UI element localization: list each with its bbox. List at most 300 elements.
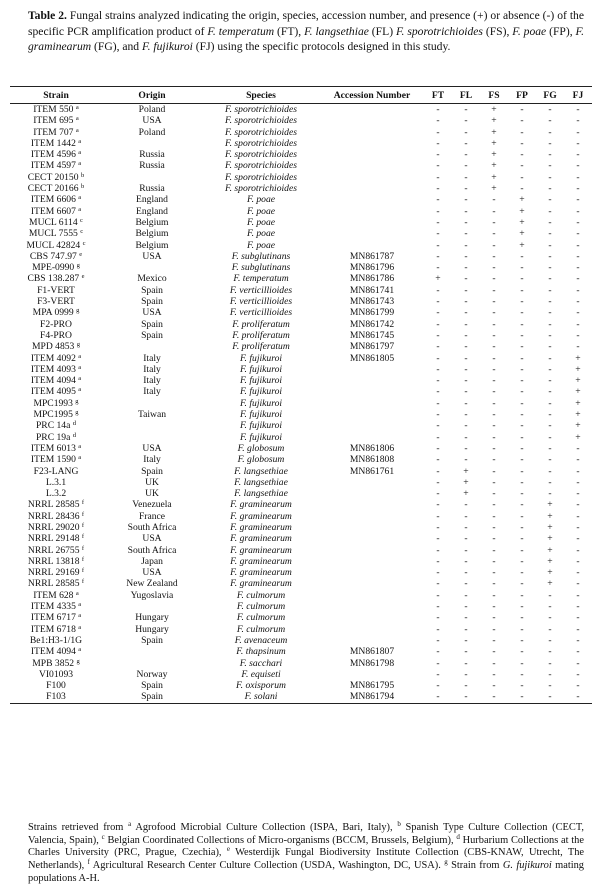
origin-cell: USA — [142, 442, 162, 454]
origin-cell: Spain — [141, 296, 163, 308]
strain-source-marker: g — [75, 397, 79, 405]
origin-cell — [102, 398, 202, 409]
pcr-ft-cell: - — [436, 646, 440, 658]
origin-cell: New Zealand — [126, 578, 178, 590]
pcr-fl-cell: - — [464, 126, 468, 138]
pcr-ft-cell: - — [436, 544, 440, 556]
accession-cell — [320, 364, 424, 375]
origin-cell: Hungary — [135, 623, 169, 635]
pcr-fg-cell: + — [547, 510, 553, 522]
pcr-fp-cell: - — [520, 183, 524, 195]
strain-name: ITEM 4095 — [30, 386, 76, 398]
strain-source-marker: a — [78, 137, 82, 145]
table-row — [10, 149, 592, 160]
strain-source-marker: d — [72, 431, 77, 439]
footnote-text: Hurbarium Collections at the Charles University (PRC, Prague, Czechia), — [28, 834, 584, 859]
pcr-fl-cell: - — [464, 657, 468, 669]
pcr-fl-cell: - — [464, 137, 468, 149]
pcr-ft-cell: - — [436, 126, 440, 138]
pcr-fp-cell: - — [520, 555, 524, 567]
pcr-fs-cell: - — [492, 499, 496, 511]
strain-cell — [10, 658, 102, 669]
table-header-row — [10, 87, 592, 104]
pcr-fg-cell: - — [548, 420, 552, 432]
table-row — [10, 172, 592, 183]
pcr-fp-cell: - — [520, 363, 524, 375]
strain-name: NRRL 28585 — [27, 578, 80, 590]
table-row — [10, 432, 592, 443]
accession-cell: MN861807 — [349, 646, 395, 658]
species-cell: F. sporotrichioides — [225, 160, 297, 172]
pcr-fg-cell: - — [548, 284, 552, 296]
strain-name: NRRL 28585 — [27, 499, 80, 511]
strain-cell — [10, 251, 102, 262]
pcr-fg-cell: - — [548, 657, 552, 669]
table-row — [10, 477, 592, 488]
pcr-fs-cell: - — [492, 397, 496, 409]
pcr-fl-cell: - — [464, 273, 468, 285]
origin-cell: Spain — [102, 691, 202, 703]
pcr-fs-cell: - — [492, 239, 496, 251]
pcr-fl-cell: - — [464, 239, 468, 251]
pcr-ft-cell: - — [436, 420, 440, 432]
table-row — [10, 138, 592, 149]
pcr-fl-cell: - — [464, 160, 468, 172]
strain-name: ITEM 4092 — [30, 352, 76, 364]
strain-cell — [10, 511, 102, 522]
strain-source-marker: c — [80, 216, 83, 224]
pcr-fj-cell: - — [576, 454, 580, 466]
pcr-fs-cell: - — [480, 691, 508, 703]
pcr-fl-cell: - — [464, 420, 468, 432]
pcr-fp-cell: - — [508, 691, 536, 703]
origin-cell — [102, 601, 202, 612]
pcr-fs-cell: - — [492, 420, 496, 432]
strain-name: MPC1995 — [33, 409, 73, 421]
species-cell: F. poae — [246, 239, 276, 251]
pcr-fl-cell: - — [464, 149, 468, 161]
header-species: Species — [202, 87, 320, 104]
pcr-fj-cell: - — [576, 555, 580, 567]
accession-cell — [320, 533, 424, 544]
pcr-fl-cell: + — [463, 476, 469, 488]
caption-species: F. graminearum — [28, 24, 585, 54]
strain-name: ITEM 707 — [33, 126, 74, 138]
pcr-fj-cell: - — [576, 634, 580, 646]
accession-cell — [320, 635, 424, 646]
pcr-fj-cell: + — [575, 397, 581, 409]
pcr-fj-cell: + — [575, 375, 581, 387]
pcr-fp-cell: - — [520, 341, 524, 353]
pcr-fs-cell: + — [491, 183, 497, 195]
table-row — [10, 160, 592, 171]
footnote-marker: a — [128, 820, 132, 828]
origin-cell: Italy — [143, 352, 161, 364]
accession-cell — [320, 386, 424, 397]
strain-name: ITEM 4093 — [30, 363, 76, 375]
pcr-fj-cell: - — [576, 646, 580, 658]
species-cell: F. poae — [246, 194, 276, 206]
accession-cell — [320, 228, 424, 239]
strain-cell — [10, 240, 102, 251]
strain-cell — [10, 477, 102, 488]
pcr-fj-cell: - — [576, 578, 580, 590]
strain-source-marker: f — [81, 510, 85, 518]
table-row — [10, 341, 592, 352]
pcr-ft-cell: - — [436, 149, 440, 161]
origin-cell: Poland — [138, 104, 166, 115]
strain-source-marker: a — [78, 386, 82, 394]
footnote-text: Spanish Type Culture Collection (CECT, Valencia, Spain), — [28, 822, 584, 846]
strain-cell — [10, 375, 102, 386]
pcr-fs-cell: - — [492, 680, 496, 692]
origin-cell — [102, 420, 202, 431]
species-cell: F. proliferatum — [232, 341, 290, 353]
pcr-fg-cell: - — [548, 104, 552, 115]
strain-cell — [10, 138, 102, 149]
pcr-fg-cell: - — [548, 216, 552, 228]
pcr-fj-cell: + — [575, 409, 581, 421]
pcr-fg-cell: - — [548, 171, 552, 183]
pcr-fj-cell: - — [576, 442, 580, 454]
pcr-fs-cell: - — [492, 488, 496, 500]
pcr-fl-cell: - — [464, 183, 468, 195]
table-row — [10, 488, 592, 499]
species-cell: F. oxisporum — [236, 680, 286, 692]
strain-source-marker: f — [81, 555, 85, 563]
pcr-fg-cell: - — [548, 442, 552, 454]
strain-name: F100 — [46, 680, 66, 692]
pcr-fl-cell: - — [464, 589, 468, 601]
table-row — [10, 533, 592, 544]
accession-cell — [320, 624, 424, 635]
strain-name: MPE-0990 — [32, 262, 75, 274]
pcr-ft-cell: - — [436, 296, 440, 308]
accession-cell: MN861794 — [320, 691, 424, 703]
strain-name: L.3.2 — [45, 488, 67, 500]
strain-name: MPC1993 — [33, 397, 73, 409]
pcr-fj-cell: - — [576, 250, 580, 262]
pcr-fg-cell: - — [548, 375, 552, 387]
pcr-fp-cell: - — [520, 668, 524, 680]
table-row — [10, 635, 592, 646]
species-cell: F. poae — [246, 216, 276, 228]
strain-name: MPB 3852 — [32, 657, 75, 669]
species-cell: F. fujikuroi — [239, 397, 283, 409]
table-row — [10, 115, 592, 126]
origin-cell: USA — [142, 533, 162, 545]
strain-name: ITEM 4596 — [30, 149, 76, 161]
strain-cell — [10, 635, 102, 646]
strain-source-marker: c — [82, 239, 86, 247]
species-cell: F. globosum — [237, 442, 285, 454]
pcr-fj-cell: - — [576, 171, 580, 183]
strain-name: ITEM 550 — [33, 104, 74, 115]
accession-cell — [320, 104, 424, 116]
pcr-fl-cell: - — [464, 680, 468, 692]
strain-source-marker: f — [81, 499, 85, 507]
pcr-fj-cell: - — [564, 691, 592, 703]
header-fl: FL — [452, 87, 480, 104]
strain-name: MPD 4853 — [31, 341, 75, 353]
strain-source-marker: a — [78, 646, 82, 654]
table-row — [10, 522, 592, 533]
strain-cell — [10, 466, 102, 477]
species-cell: F. sporotrichioides — [225, 126, 297, 138]
pcr-fs-cell: - — [492, 262, 496, 274]
table-row — [10, 466, 592, 477]
pcr-fj-cell: - — [576, 296, 580, 308]
accession-cell: MN861761 — [349, 465, 395, 477]
pcr-fl-cell: - — [464, 612, 468, 624]
strain-cell — [10, 319, 102, 330]
caption-text: (FJ) using the specific protocols designed in this study. — [192, 40, 451, 54]
table-label: Table 2. — [28, 9, 67, 22]
pcr-fp-cell: - — [520, 115, 524, 127]
strain-source-marker: a — [78, 623, 82, 631]
pcr-fl-cell: - — [464, 329, 468, 341]
accession-cell: MN861808 — [349, 454, 395, 466]
accession-cell — [320, 183, 424, 194]
pcr-fg-cell: - — [548, 126, 552, 138]
strain-cell — [10, 454, 102, 465]
pcr-fg-cell: + — [547, 567, 553, 579]
accession-cell — [320, 556, 424, 567]
strain-source-marker: a — [78, 205, 82, 213]
pcr-ft-cell: - — [436, 521, 440, 533]
pcr-fs-cell: - — [492, 296, 496, 308]
origin-cell: Belgium — [135, 228, 169, 240]
strain-name: CECT 20150 — [27, 171, 79, 183]
strain-cell — [10, 578, 102, 589]
pcr-fl-cell: - — [464, 521, 468, 533]
pcr-fs-cell: - — [492, 386, 496, 398]
pcr-fl-cell: - — [464, 262, 468, 274]
strain-cell — [10, 488, 102, 499]
pcr-ft-cell: - — [436, 612, 440, 624]
strain-source-marker: a — [78, 601, 82, 609]
strain-cell — [10, 115, 102, 126]
strain-cell — [10, 353, 102, 364]
strain-source-marker: a — [78, 612, 82, 620]
species-cell: F. graminearum — [230, 499, 292, 511]
pcr-fs-cell: - — [492, 284, 496, 296]
species-cell: F. culmorum — [236, 612, 286, 624]
pcr-fg-cell: - — [536, 691, 564, 703]
footnote-marker: d — [456, 832, 460, 841]
pcr-ft-cell: - — [436, 115, 440, 127]
pcr-fl-cell: - — [464, 555, 468, 567]
species-cell: F. langsethiae — [234, 476, 288, 488]
accession-cell — [320, 138, 424, 149]
table-row — [10, 658, 592, 669]
pcr-fs-cell: - — [492, 612, 496, 624]
pcr-ft-cell: - — [436, 216, 440, 228]
accession-cell: MN861806 — [349, 442, 395, 454]
origin-cell: England — [136, 205, 168, 217]
table-row — [10, 420, 592, 431]
strain-name: MUCL 42824 — [26, 239, 81, 251]
pcr-fp-cell: - — [520, 273, 524, 285]
pcr-fs-cell: - — [492, 668, 496, 680]
pcr-fl-cell: - — [464, 284, 468, 296]
origin-cell: Spain — [141, 634, 163, 646]
pcr-fl-cell: - — [464, 533, 468, 545]
pcr-ft-cell: - — [436, 375, 440, 387]
pcr-ft-cell: - — [424, 691, 452, 703]
pcr-fp-cell: - — [520, 149, 524, 161]
origin-cell: South Africa — [127, 521, 177, 533]
pcr-fj-cell: - — [576, 601, 580, 613]
origin-cell — [102, 432, 202, 443]
pcr-ft-cell: - — [436, 454, 440, 466]
table-row — [10, 443, 592, 454]
pcr-fl-cell: - — [464, 341, 468, 353]
caption-text: Fungal strains analyzed indicating the origin, species, accession number, and presence (+) or absence (-) of the specific PCR amplification product of — [28, 9, 584, 38]
pcr-fs-cell: - — [492, 363, 496, 375]
strain-source-marker: f — [81, 544, 85, 552]
origin-cell — [102, 172, 202, 183]
table-row — [10, 499, 592, 510]
pcr-fj-cell: - — [576, 160, 580, 172]
pcr-fl-cell: - — [464, 205, 468, 217]
pcr-fg-cell: + — [547, 499, 553, 511]
pcr-ft-cell: - — [436, 442, 440, 454]
accession-cell — [320, 398, 424, 409]
table-row — [10, 454, 592, 465]
pcr-fg-cell: - — [548, 465, 552, 477]
table-row — [10, 217, 592, 228]
species-cell: F. langsethiae — [234, 465, 288, 477]
pcr-fs-cell: - — [492, 250, 496, 262]
table-row — [10, 319, 592, 330]
pcr-fs-cell: - — [492, 454, 496, 466]
pcr-fj-cell: + — [575, 431, 581, 443]
pcr-fl-cell: - — [464, 115, 468, 127]
accession-cell — [320, 499, 424, 510]
caption-text: (FT), — [274, 24, 305, 38]
strain-source-marker: a — [75, 104, 79, 111]
footnote-text: Strains retrieved from — [28, 822, 129, 833]
pcr-fj-cell: + — [575, 420, 581, 432]
origin-cell: USA — [142, 307, 162, 319]
table-row — [10, 567, 592, 578]
strain-cell — [10, 590, 102, 601]
pcr-fs-cell: - — [492, 578, 496, 590]
pcr-fl-cell: - — [464, 544, 468, 556]
accession-cell — [320, 477, 424, 488]
strain-name: ITEM 1442 — [30, 137, 76, 149]
pcr-fl-cell: - — [464, 216, 468, 228]
pcr-fj-cell: - — [576, 510, 580, 522]
origin-cell: Italy — [143, 363, 161, 375]
strain-cell — [10, 285, 102, 296]
origin-cell: Russia — [139, 183, 165, 195]
strain-cell — [10, 669, 102, 680]
pcr-fg-cell: - — [548, 680, 552, 692]
strain-cell — [10, 307, 102, 318]
strain-cell — [10, 160, 102, 171]
strain-cell — [10, 386, 102, 397]
origin-cell: Spain — [141, 680, 163, 692]
table-row — [10, 228, 592, 239]
pcr-fj-cell: - — [576, 533, 580, 545]
pcr-fl-cell: - — [464, 431, 468, 443]
strain-cell — [10, 646, 102, 657]
pcr-fs-cell: - — [492, 228, 496, 240]
pcr-fl-cell: - — [464, 442, 468, 454]
species-cell: F. verticillioides — [229, 296, 293, 308]
strain-name: L.3.1 — [45, 476, 67, 488]
footnote-text: mating populations A-H. — [28, 860, 584, 884]
strain-source-marker: a — [78, 442, 82, 450]
pcr-fg-cell: - — [548, 409, 552, 421]
strain-name: F2-PRO — [40, 318, 72, 330]
pcr-fl-cell: - — [464, 171, 468, 183]
pcr-fg-cell: - — [548, 623, 552, 635]
pcr-fj-cell: - — [576, 499, 580, 511]
pcr-fj-cell: - — [576, 228, 580, 240]
origin-cell — [102, 341, 202, 352]
pcr-fj-cell: - — [576, 476, 580, 488]
pcr-fg-cell: - — [548, 601, 552, 613]
pcr-fj-cell: - — [576, 680, 580, 692]
strain-name: ITEM 4335 — [30, 601, 76, 613]
pcr-fp-cell: - — [520, 307, 524, 319]
strain-name: Be1:H3-1/1G — [29, 634, 83, 646]
header-fg: FG — [536, 87, 564, 104]
pcr-ft-cell: - — [436, 352, 440, 364]
pcr-fs-cell: - — [492, 375, 496, 387]
pcr-fs-cell: - — [492, 318, 496, 330]
pcr-fg-cell: + — [547, 578, 553, 590]
pcr-fg-cell: - — [548, 205, 552, 217]
pcr-fl-cell: - — [464, 194, 468, 206]
pcr-fj-cell: - — [576, 488, 580, 500]
origin-cell: USA — [142, 115, 162, 127]
pcr-fp-cell: - — [520, 578, 524, 590]
pcr-fs-cell: - — [492, 329, 496, 341]
strain-cell — [10, 545, 102, 556]
header-strain: Strain — [10, 87, 102, 104]
pcr-fs-cell: + — [491, 171, 497, 183]
pcr-fs-cell: - — [492, 216, 496, 228]
pcr-fl-cell: - — [464, 646, 468, 658]
strain-source-marker: g — [76, 262, 80, 270]
table-row — [10, 307, 592, 318]
pcr-fj-cell: - — [576, 149, 580, 161]
strain-cell — [10, 364, 102, 375]
pcr-fj-cell: - — [576, 273, 580, 285]
pcr-fj-cell: + — [575, 363, 581, 375]
strain-name: F4-PRO — [40, 329, 72, 341]
pcr-fs-cell: - — [492, 510, 496, 522]
strain-cell — [10, 183, 102, 194]
species-cell: F. sporotrichioides — [225, 104, 297, 115]
pcr-fj-cell: - — [576, 612, 580, 624]
strain-source-marker: a — [78, 363, 82, 371]
pcr-ft-cell: - — [436, 499, 440, 511]
strain-cell — [10, 398, 102, 409]
table-row — [10, 273, 592, 284]
pcr-fg-cell: - — [548, 352, 552, 364]
pcr-ft-cell: - — [436, 183, 440, 195]
pcr-fj-cell: - — [576, 544, 580, 556]
header-ft: FT — [424, 87, 452, 104]
accession-cell — [320, 160, 424, 171]
pcr-fs-cell: + — [491, 149, 497, 161]
strain-name: ITEM 4597 — [30, 160, 76, 172]
